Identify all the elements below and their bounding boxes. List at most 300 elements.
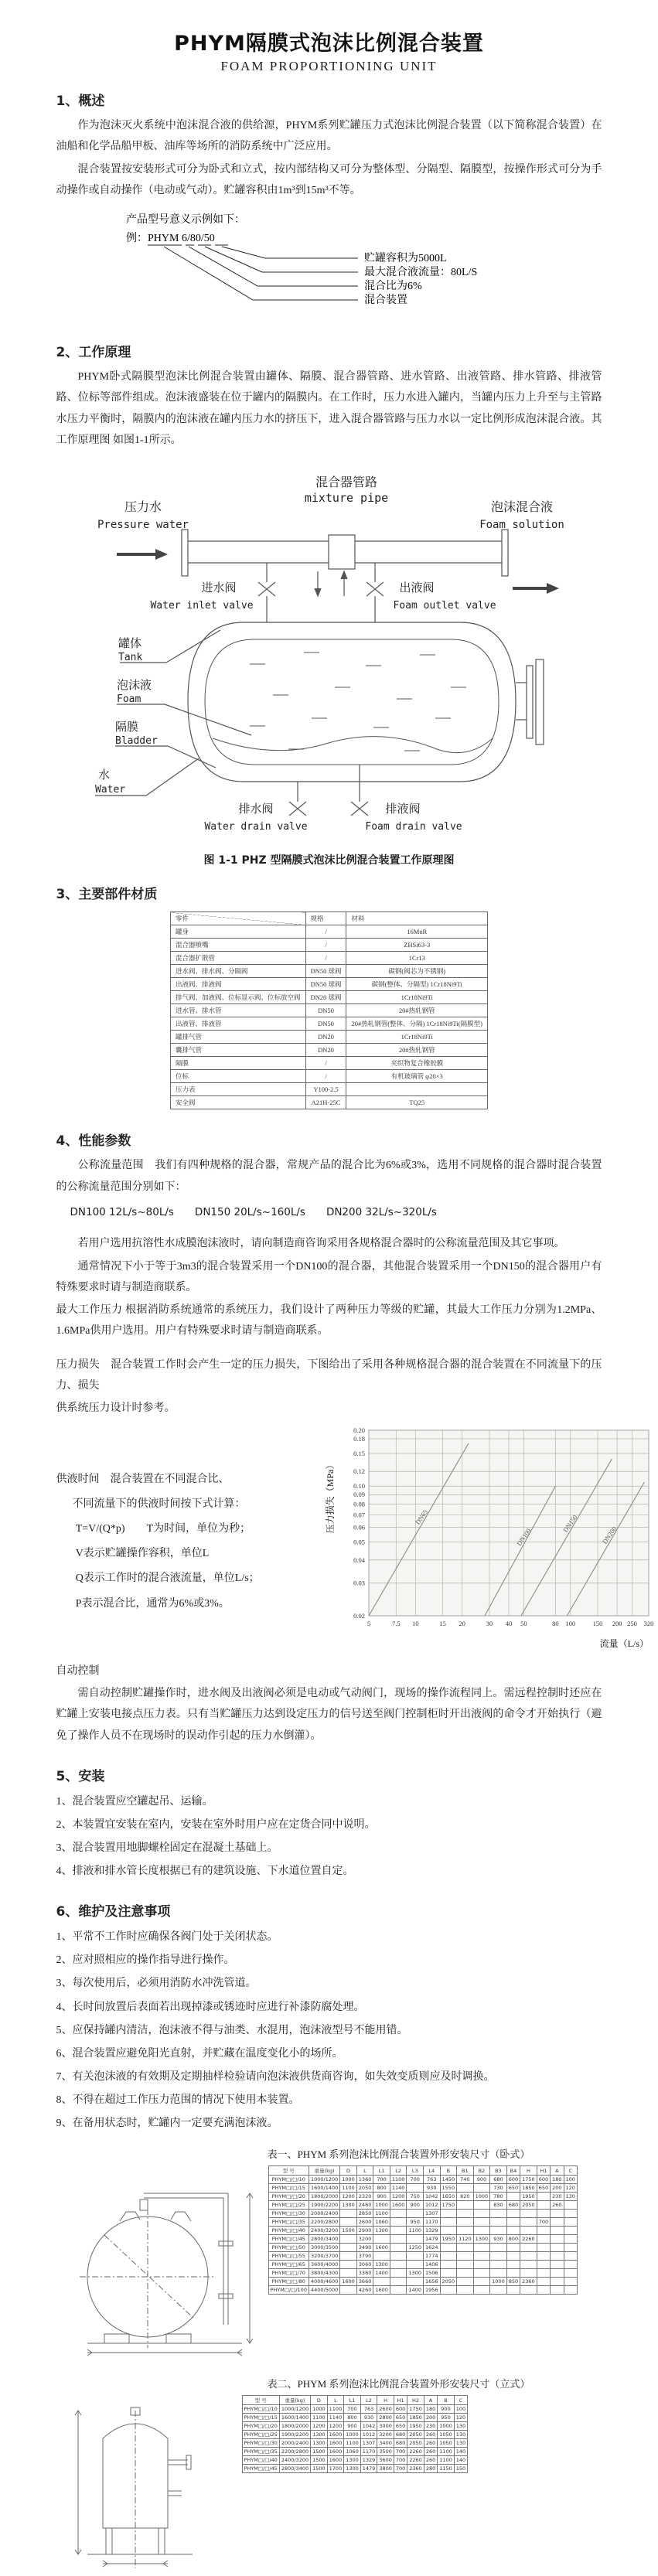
table-cell: 1000 bbox=[344, 2431, 361, 2439]
table-cell: 700 bbox=[394, 2465, 407, 2473]
table-cell: PHYM□/□/40 bbox=[268, 2227, 309, 2235]
label-mixture-pipe-zh: 混合器管路 bbox=[315, 475, 377, 489]
label-foam-drain-valve-en: Foam drain valve bbox=[365, 821, 462, 833]
table-cell bbox=[564, 2286, 577, 2295]
section-4-paragraph-5: 最大工作压力 根据消防系统通常的系统压力，我们设计了两种压力等级的贮罐，其最大工作压力分别为1.2MPa、1.6MPa供用户选用。用户有特殊要求时请与制造商联系。 bbox=[56, 1300, 602, 1342]
table-cell bbox=[373, 2235, 390, 2244]
table-cell: / bbox=[305, 952, 346, 965]
lifting-lug-right bbox=[171, 2212, 191, 2221]
table-cell: 1250 bbox=[407, 2244, 424, 2252]
table-cell: 700 bbox=[407, 2176, 424, 2184]
table-cell bbox=[537, 2252, 550, 2261]
table-cell bbox=[473, 2184, 490, 2193]
table-cell: 20#热轧钢管 bbox=[346, 1004, 487, 1017]
table-cell bbox=[407, 2252, 424, 2261]
table-cell bbox=[457, 2261, 474, 2269]
y-tick-label: 0.02 bbox=[353, 1612, 365, 1620]
table-2-caption: 表二、PHYM 系列泡沫比例混合装置外形安装尺寸（立式） bbox=[196, 2376, 602, 2390]
table-cell: 1656 bbox=[423, 2278, 440, 2286]
table-row bbox=[268, 2244, 577, 2252]
table-row bbox=[242, 2431, 468, 2439]
table-row bbox=[171, 991, 488, 1004]
table-cell bbox=[457, 2210, 474, 2218]
table-cell: 3660 bbox=[356, 2278, 373, 2286]
table-cell: 260 bbox=[424, 2448, 437, 2456]
x-tick-label: 20 bbox=[459, 1620, 465, 1627]
table-cell: 200 bbox=[551, 2184, 564, 2193]
table-cell bbox=[564, 2227, 577, 2235]
manhole-flange-inner bbox=[527, 666, 533, 738]
table-cell: 安全阀 bbox=[171, 1096, 306, 1109]
table-cell: 850 bbox=[506, 2278, 520, 2286]
table-row bbox=[268, 2210, 577, 2218]
table-cell: 900 bbox=[373, 2193, 390, 2201]
table-row bbox=[171, 1044, 488, 1057]
table-header-cell: D bbox=[340, 2166, 357, 2176]
label-foam-zh: 泡沫液 bbox=[117, 678, 152, 692]
table-cell bbox=[407, 2235, 424, 2244]
table-header-cell: B3 bbox=[490, 2166, 507, 2176]
y-tick-label: 0.05 bbox=[353, 1538, 365, 1545]
table-cell: PHYM□/□/10 bbox=[268, 2176, 309, 2184]
table-header-cell: H bbox=[520, 2166, 537, 2176]
table-cell: 1329 bbox=[360, 2456, 377, 2465]
dimension-table-horizontal bbox=[268, 2165, 578, 2295]
table-cell: 180 bbox=[551, 2176, 564, 2184]
table-cell: 20#热轧钢管 bbox=[346, 1044, 487, 1057]
table-cell: 1000 bbox=[373, 2201, 390, 2210]
table-cell bbox=[551, 2227, 564, 2235]
table-row bbox=[268, 2278, 577, 2286]
table-row bbox=[171, 1083, 488, 1096]
table-cell bbox=[520, 2269, 537, 2278]
x-tick-label: 40 bbox=[505, 1620, 512, 1627]
table-cell bbox=[390, 2210, 407, 2218]
table-cell: 780 bbox=[490, 2193, 507, 2201]
y-tick-label: 0.08 bbox=[353, 1500, 365, 1508]
table-cell: 2800/3400 bbox=[309, 2235, 339, 2244]
table-cell: 1Cr18Ni9Ti bbox=[346, 1031, 487, 1044]
table-cell bbox=[457, 2252, 474, 2261]
table-cell: 3200/3700 bbox=[309, 2252, 339, 2261]
table-cell: 1400 bbox=[373, 2269, 390, 2278]
table-cell: 位标 bbox=[171, 1070, 306, 1083]
table-1-block bbox=[56, 2165, 602, 2363]
table-row bbox=[242, 2456, 468, 2465]
table-header-cell: C bbox=[454, 2396, 467, 2405]
table-cell: 4000/4600 bbox=[309, 2278, 339, 2286]
table-cell bbox=[473, 2269, 490, 2278]
table-cell: 763 bbox=[360, 2405, 377, 2414]
table-cell bbox=[473, 2286, 490, 2295]
table-cell bbox=[506, 2210, 520, 2218]
table-cell: PHYM□/□/35 bbox=[242, 2448, 279, 2456]
table-cell: 隔膜 bbox=[171, 1057, 306, 1070]
table-cell: 1300 bbox=[373, 2261, 390, 2269]
table-cell bbox=[490, 2218, 507, 2227]
table-cell: PHYM□/□/20 bbox=[268, 2193, 309, 2201]
table-header-cell: L4 bbox=[423, 2166, 440, 2176]
table-cell bbox=[440, 2244, 457, 2252]
table-header-cell: 重量(kg) bbox=[309, 2166, 339, 2176]
table-row bbox=[171, 965, 488, 978]
x-tick-label: 30 bbox=[486, 1620, 493, 1627]
table-cell: 1360 bbox=[356, 2176, 373, 2184]
table-row bbox=[171, 978, 488, 991]
table-cell: 140 bbox=[454, 2456, 467, 2465]
table-cell: 3600/4000 bbox=[309, 2261, 339, 2269]
section-4-paragraph-7: 供系统压力设计时参考。 bbox=[56, 1398, 602, 1419]
table-cell: 压力表 bbox=[171, 1083, 306, 1096]
vertical-tank-drawing bbox=[56, 2398, 219, 2576]
table-cell: 3490 bbox=[356, 2244, 373, 2252]
table-row bbox=[268, 2184, 577, 2193]
table-cell: 1100 bbox=[390, 2176, 407, 2184]
table-cell: 260 bbox=[424, 2456, 437, 2465]
label-foam-solution-en: Foam solution bbox=[479, 519, 564, 531]
table-cell: 2800/3400 bbox=[279, 2465, 310, 2473]
table-cell: PHYM□/□/20 bbox=[242, 2422, 279, 2431]
table-header-cell: L3 bbox=[407, 2166, 424, 2176]
table-cell: DN50 bbox=[305, 1017, 346, 1031]
table-cell bbox=[490, 2269, 507, 2278]
table-row bbox=[171, 1004, 488, 1017]
table-cell bbox=[537, 2235, 550, 2244]
label-water-drain-valve-zh: 排水阀 bbox=[238, 802, 273, 816]
table-cell: PHYM□/□/45 bbox=[242, 2465, 279, 2473]
section-1-paragraph-2: 混合装置按安装形式可分为卧式和立式，按内部结构又可分为整体型、分隔型、隔膜型，按操作形式可分为手动操作或自动操作（电动或气动）。贮罐容积由1m³到15m³不等。 bbox=[56, 159, 602, 202]
table-cell: 1307 bbox=[360, 2439, 377, 2448]
table-cell bbox=[490, 2244, 507, 2252]
table-cell bbox=[537, 2261, 550, 2269]
table-row bbox=[268, 2252, 577, 2261]
riser-flange-1 bbox=[219, 2241, 233, 2246]
table-cell: 1000 bbox=[438, 2422, 455, 2431]
table-cell: 1750 bbox=[520, 2176, 537, 2184]
table-cell bbox=[457, 2286, 474, 2295]
table-cell: PHYM□/□/15 bbox=[242, 2414, 279, 2422]
tank-leg-right bbox=[159, 2528, 165, 2554]
table-header-row bbox=[171, 912, 488, 925]
table-cell bbox=[520, 2210, 537, 2218]
table-cell bbox=[506, 2227, 520, 2235]
table-cell: PHYM□/□/30 bbox=[268, 2210, 309, 2218]
table-cell: 950 bbox=[407, 2218, 424, 2227]
x-tick-label: 10 bbox=[412, 1620, 419, 1627]
table-cell: PHYM□/□/40 bbox=[242, 2456, 279, 2465]
table-header-cell: 型 号 bbox=[242, 2396, 279, 2405]
table-cell bbox=[390, 2286, 407, 2295]
table-cell bbox=[390, 2218, 407, 2227]
table-cell: 700 bbox=[394, 2448, 407, 2456]
table-cell: 1050 bbox=[438, 2431, 455, 2439]
table-cell: 1950 bbox=[520, 2193, 537, 2201]
table-cell bbox=[520, 2227, 537, 2235]
down-arrow-icon bbox=[315, 588, 321, 596]
table-cell bbox=[390, 2252, 407, 2261]
table-cell: 1700 bbox=[327, 2465, 344, 2473]
table-row bbox=[242, 2465, 468, 2473]
table-row bbox=[268, 2193, 577, 2201]
table-cell bbox=[506, 2286, 520, 2295]
table-cell: 2600 bbox=[377, 2405, 394, 2414]
supply-time-line-6: P表示混合比，通常为6%或3%。 bbox=[56, 1592, 312, 1617]
table-cell: 1042 bbox=[360, 2422, 377, 2431]
table-cell: 1800/2000 bbox=[309, 2193, 339, 2201]
maintain-item-7: 7、有关泡沫液的有效期及定期抽样检验请向泡沫液供货商咨询，如失效变质则应及时调换。 bbox=[56, 2066, 602, 2089]
table-header-cell: 规格 bbox=[305, 912, 346, 925]
table-row bbox=[268, 2201, 577, 2210]
table-cell: 排气阀、加液阀、位标显示阀、位标放空阀 bbox=[171, 991, 306, 1004]
table-cell: 1506 bbox=[423, 2269, 440, 2278]
table-cell: 800 bbox=[344, 2414, 361, 2422]
label-foam-solution-zh: 泡沫混合液 bbox=[490, 500, 552, 514]
table-cell: 1000 bbox=[473, 2193, 490, 2201]
table-cell: 2900 bbox=[356, 2227, 373, 2235]
table-cell: 680 bbox=[506, 2201, 520, 2210]
table-cell bbox=[340, 2252, 357, 2261]
supply-time-line-3: T=V/(Q*p) T为时间，单位为秒； bbox=[56, 1517, 312, 1542]
table-cell: 900 bbox=[473, 2176, 490, 2184]
y-tick-label: 0.15 bbox=[353, 1450, 365, 1457]
x-tick-label: 250 bbox=[627, 1620, 637, 1627]
section-1-paragraph-1: 作为泡沫灭火系统中泡沫混合液的供给源，PHYM系列贮罐压力式泡沫比例混合装置（以下简称混合装置）在油船和化学品船甲板、油库等场所的消防系统中广泛应用。 bbox=[56, 115, 602, 158]
section-3-heading: 3、主要部件材质 bbox=[56, 883, 602, 902]
table-cell bbox=[520, 2261, 537, 2269]
table-cell: 1140 bbox=[390, 2184, 407, 2193]
table-cell: 1479 bbox=[423, 2235, 440, 2244]
y-tick-label: 0.12 bbox=[353, 1467, 365, 1475]
table-cell bbox=[520, 2252, 537, 2261]
table-cell bbox=[490, 2227, 507, 2235]
supply-time-line-5: Q表示工作时的混合液流量，单位L/s； bbox=[56, 1566, 312, 1591]
table-cell: 1850 bbox=[520, 2184, 537, 2193]
table-cell bbox=[440, 2261, 457, 2269]
maintain-item-4: 4、长时间放置后表面若出现掉漆或锈迹时应进行补漆防腐处理。 bbox=[56, 1996, 602, 2019]
table-row bbox=[242, 2405, 468, 2414]
table-cell: PHYM□/□/80 bbox=[268, 2278, 309, 2286]
section-4-flow-ranges: DN100 12L/s~80L/s DN150 20L/s~160L/s DN200 32L/s~320L/s bbox=[70, 1202, 602, 1222]
table-cell: 700 bbox=[537, 2218, 550, 2227]
table-cell: 180 bbox=[424, 2405, 437, 2414]
table-cell: 260 bbox=[551, 2201, 564, 2210]
table-cell: 2850 bbox=[356, 2210, 373, 2218]
x-tick-label: 150 bbox=[592, 1620, 602, 1627]
table-cell bbox=[551, 2252, 564, 2261]
table-cell: PHYM□/□/70 bbox=[268, 2269, 309, 2278]
table-header-cell: L1 bbox=[373, 2166, 390, 2176]
table-cell bbox=[551, 2235, 564, 2244]
auto-control-paragraph: 需自动控制贮罐操作时，进水阀及出液阀必须是电动或气动阀门，现场的操作流程同上。需远程控制时还应在贮罐上安装电接点压力表。只有当贮罐压力达到设定压力的信号送至阀门控制柜时开出液阀的命令才开始执行（避免了操作人员不在现场时的误动作引起的压力水倒灌）。 bbox=[56, 1683, 602, 1746]
table-row bbox=[171, 1017, 488, 1031]
table-header-cell: L2 bbox=[360, 2396, 377, 2405]
series-label-DN150: DN150 bbox=[561, 1513, 579, 1533]
table-cell: 950 bbox=[438, 2414, 455, 2422]
table-cell: 100 bbox=[454, 2405, 467, 2414]
x-tick-label: 5 bbox=[367, 1620, 370, 1627]
table-cell: 820 bbox=[457, 2193, 474, 2201]
table-cell: 混合器喷嘴 bbox=[171, 939, 306, 952]
y-tick-label: 0.03 bbox=[353, 1579, 365, 1586]
table-cell: 2800 bbox=[377, 2414, 394, 2422]
table-cell: 130 bbox=[454, 2439, 467, 2448]
table-cell: 650 bbox=[506, 2184, 520, 2193]
table-cell: 2260 bbox=[407, 2448, 424, 2456]
table-cell: 1100 bbox=[311, 2414, 328, 2422]
model-label-unit: 混合装置 bbox=[364, 293, 407, 306]
table-cell: 1042 bbox=[423, 2193, 440, 2201]
table-row bbox=[268, 2286, 577, 2295]
label-water-en: Water bbox=[95, 784, 125, 796]
table-cell bbox=[373, 2278, 390, 2286]
table-header-cell: B bbox=[440, 2166, 457, 2176]
y-tick-label: 0.20 bbox=[353, 1426, 365, 1434]
table-cell: 1624 bbox=[423, 2244, 440, 2252]
table-cell: 2050 bbox=[356, 2184, 373, 2193]
table-cell bbox=[340, 2269, 357, 2278]
table-cell bbox=[564, 2235, 577, 2244]
table-cell bbox=[506, 2244, 520, 2252]
table-cell bbox=[340, 2244, 357, 2252]
table-cell: 1600 bbox=[390, 2201, 407, 2210]
table-cell: 680 bbox=[394, 2431, 407, 2439]
table-row bbox=[268, 2261, 577, 2269]
table-cell bbox=[473, 2201, 490, 2210]
table-cell: PHYM□/□/35 bbox=[268, 2218, 309, 2227]
table-cell bbox=[564, 2218, 577, 2227]
table-cell bbox=[457, 2201, 474, 2210]
table-cell: 730 bbox=[490, 2184, 507, 2193]
section-4-heading: 4、性能参数 bbox=[56, 1130, 602, 1149]
table-cell: 1Cr18Ni9Ti bbox=[346, 991, 487, 1004]
install-item-1: 1、混合装置应空罐起吊、运输。 bbox=[56, 1791, 602, 1814]
model-label-max-flow: 最大混合液流量：80L/S bbox=[364, 265, 477, 278]
table-row bbox=[171, 1031, 488, 1044]
page-title: PHYM隔膜式泡沫比例混合装置 bbox=[56, 26, 602, 56]
table-cell bbox=[506, 2261, 520, 2269]
left-flange bbox=[182, 530, 188, 576]
x-tick-label: 320 bbox=[643, 1620, 653, 1627]
table-header-cell: L bbox=[327, 2396, 344, 2405]
right-flange bbox=[502, 530, 508, 576]
table-cell: 混合器扩散管 bbox=[171, 952, 306, 965]
table-cell: 2050 bbox=[520, 2201, 537, 2210]
table-cell: 1000 bbox=[490, 2278, 507, 2286]
table-cell: 2320 bbox=[356, 2193, 373, 2201]
table-cell bbox=[551, 2261, 564, 2269]
leader-ratio bbox=[189, 247, 358, 286]
table-cell: 700 bbox=[394, 2456, 407, 2465]
table-cell: 1600 bbox=[327, 2431, 344, 2439]
table-cell bbox=[537, 2201, 550, 2210]
table-cell: DN20 bbox=[305, 1031, 346, 1044]
table-cell: 1150 bbox=[438, 2465, 455, 2473]
table-cell: 3600 bbox=[377, 2456, 394, 2465]
bladder-bottom-wave bbox=[213, 737, 493, 753]
table-cell: 3360 bbox=[356, 2269, 373, 2278]
table-row bbox=[268, 2269, 577, 2278]
table-cell bbox=[473, 2210, 490, 2218]
table-header-cell: L2 bbox=[390, 2166, 407, 2176]
table-cell bbox=[551, 2218, 564, 2227]
table-cell: 800 bbox=[373, 2184, 390, 2193]
table-cell: 1300 bbox=[311, 2439, 328, 2448]
table-cell bbox=[340, 2286, 357, 2295]
table-cell: 1307 bbox=[423, 2210, 440, 2218]
table-cell: 3200 bbox=[377, 2431, 394, 2439]
table-cell bbox=[473, 2261, 490, 2269]
left-flow-arrow-icon bbox=[117, 549, 168, 560]
table-cell: 1000/1200 bbox=[309, 2176, 339, 2184]
label-foam-outlet-valve-zh: 出液阀 bbox=[399, 581, 434, 595]
label-pressure-water-en: Pressure water bbox=[97, 519, 188, 531]
table-header-cell: B bbox=[438, 2396, 455, 2405]
table-cell: 1550 bbox=[440, 2184, 457, 2193]
table-header-cell: A bbox=[551, 2166, 564, 2176]
table-cell bbox=[340, 2210, 357, 2218]
table-cell: 1200 bbox=[311, 2422, 328, 2431]
table-cell: 1000 bbox=[311, 2405, 328, 2414]
table-cell: 1500 bbox=[311, 2465, 328, 2473]
table-cell: 130 bbox=[454, 2431, 467, 2439]
table-cell: PHYM□/□/100 bbox=[268, 2286, 309, 2295]
table-cell: 600 bbox=[394, 2405, 407, 2414]
table-cell: 1100 bbox=[340, 2184, 357, 2193]
table-cell: 夹织物复合橡胶膜 bbox=[346, 1057, 487, 1070]
supply-time-block bbox=[56, 1421, 312, 1617]
table-cell: 280 bbox=[424, 2465, 437, 2473]
table-cell bbox=[506, 2218, 520, 2227]
table-cell: 1400 bbox=[407, 2286, 424, 2295]
table-cell bbox=[537, 2193, 550, 2201]
table-cell: PHYM□/□/15 bbox=[268, 2184, 309, 2193]
table-cell: 1956 bbox=[423, 2286, 440, 2295]
model-example-diagram bbox=[111, 206, 605, 314]
leader-max-flow bbox=[205, 247, 358, 272]
table-cell: 1200 bbox=[327, 2422, 344, 2431]
maintain-item-9: 9、在备用状态时，贮罐内一定要充满泡沫液。 bbox=[56, 2112, 602, 2135]
table-cell: 2360 bbox=[407, 2465, 424, 2473]
table-cell bbox=[440, 2286, 457, 2295]
table-cell: 1012 bbox=[360, 2431, 377, 2439]
document-page bbox=[9, 0, 650, 2234]
table-cell: DN50 bbox=[305, 1004, 346, 1017]
flow-arrows bbox=[117, 549, 559, 594]
section-2-heading: 2、工作原理 bbox=[56, 341, 602, 360]
table-cell bbox=[390, 2269, 407, 2278]
working-principle-diagram bbox=[72, 463, 582, 843]
section-5-heading: 5、安装 bbox=[56, 1765, 602, 1784]
label-water-zh: 水 bbox=[98, 768, 110, 782]
table-cell: 120 bbox=[564, 2184, 577, 2193]
table-cell: 碳钢(阀芯为不锈钢) bbox=[346, 965, 487, 978]
label-bladder-en: Bladder bbox=[115, 735, 158, 747]
table-cell: 3200 bbox=[356, 2235, 373, 2244]
table-cell bbox=[564, 2261, 577, 2269]
table-cell bbox=[390, 2235, 407, 2244]
table-cell bbox=[390, 2278, 407, 2286]
maintain-item-2: 2、应对照相应的操作指导进行操作。 bbox=[56, 1949, 602, 1972]
table-header-cell: 型 号 bbox=[268, 2166, 309, 2176]
table-cell: 2400/3200 bbox=[279, 2456, 310, 2465]
table-row bbox=[171, 1070, 488, 1083]
table-cell: 16MnR bbox=[346, 925, 487, 939]
chart-ylabel: 压力损失（MPa） bbox=[324, 1460, 336, 1533]
table-cell: 1200 bbox=[340, 2193, 357, 2201]
table-cell bbox=[390, 2244, 407, 2252]
table-cell bbox=[537, 2210, 550, 2218]
table-cell: 1Cr13 bbox=[346, 952, 487, 965]
